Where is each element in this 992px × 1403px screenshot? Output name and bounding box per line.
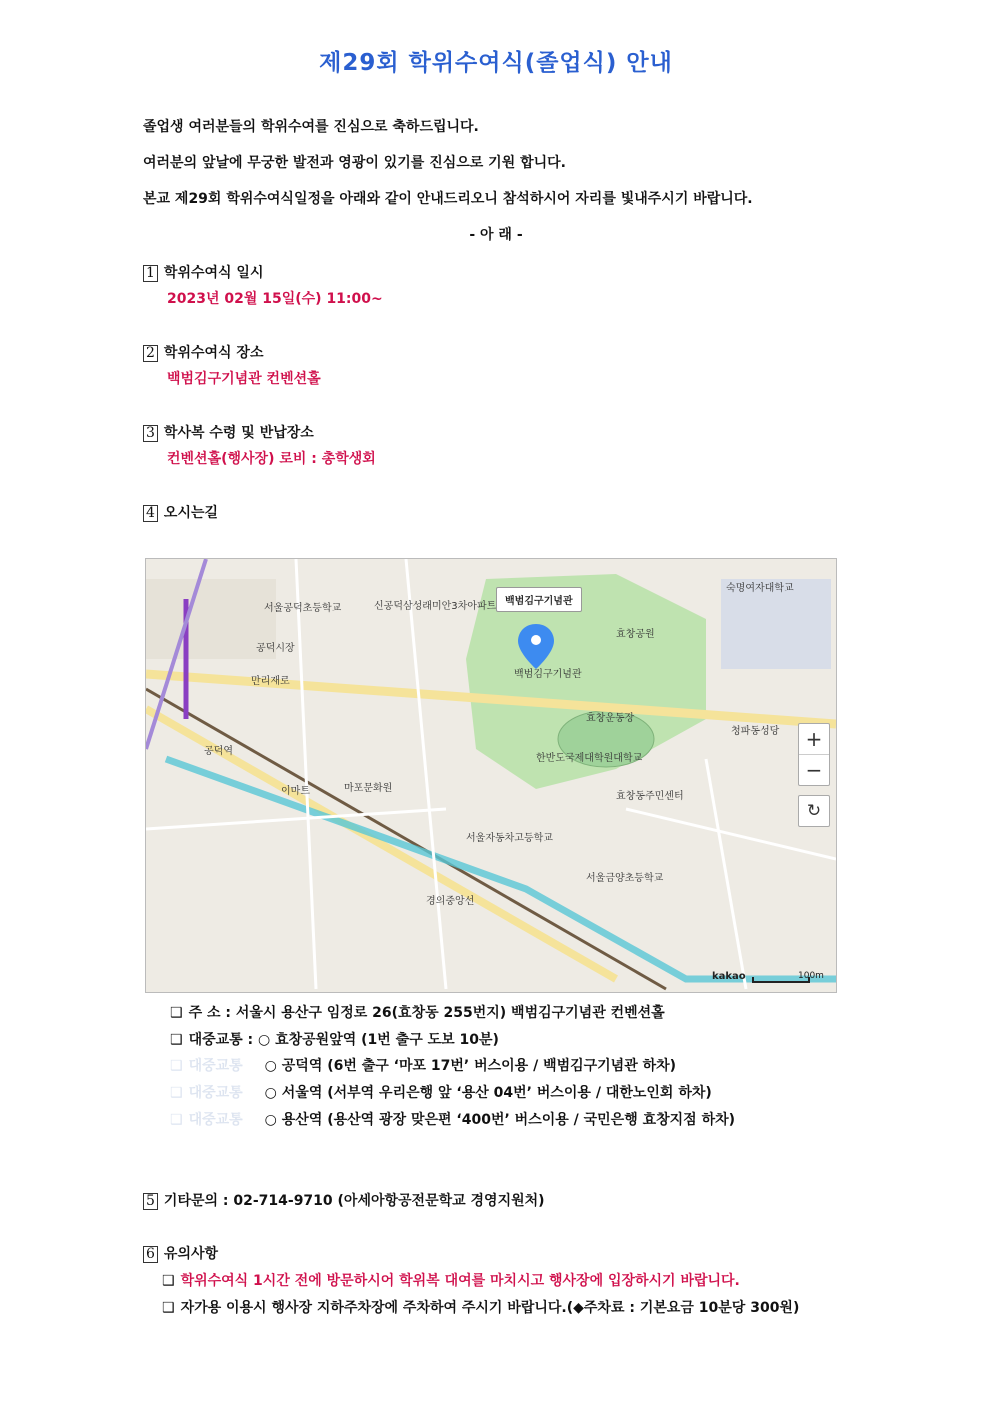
- section-title: 학위수여식 일시: [163, 265, 264, 281]
- section-6-heading: [143, 1243, 218, 1263]
- circle-bullet-icon: ○: [264, 1058, 277, 1074]
- gown-location: 컨벤션홀(행사장) 로비 : 총학생회: [167, 451, 376, 467]
- page-title: 제29회 학위수여식(졸업식) 안내: [319, 50, 673, 76]
- transit-label-faint: 대중교통: [188, 1058, 243, 1074]
- section-title: 유의사항: [163, 1246, 219, 1262]
- section-number: 1: [143, 265, 158, 282]
- transit-line-3: [170, 1082, 712, 1102]
- checkbox-icon: ❑: [170, 1032, 183, 1048]
- map-canvas: [146, 559, 836, 992]
- map-label: 마포문화원: [344, 783, 393, 794]
- checkbox-icon: ❑: [170, 1005, 183, 1021]
- map-label: 청파동성당: [731, 726, 780, 737]
- street: [406, 559, 446, 989]
- transit-route: 용산역 (용산역 광장 맞은편 ‘400번’ 버스이용 / 국민은행 효창지점 하차): [281, 1112, 736, 1128]
- map-attribution: kakao: [712, 971, 746, 982]
- section-5-heading: [143, 1190, 545, 1210]
- contact-info: 기타문의 : 02-714-9710 (아세아항공전문학교 경영지원처): [163, 1193, 545, 1209]
- transit-route: 효창공원앞역 (1번 출구 도보 10분): [275, 1032, 499, 1048]
- ceremony-datetime: 2023년 02월 15일(수) 11:00~: [167, 291, 383, 307]
- map-label: 공덕시장: [256, 643, 295, 654]
- section-4-heading: [143, 502, 218, 522]
- section-number: 2: [143, 345, 158, 362]
- map-label: 서울자동차고등학교: [466, 833, 553, 844]
- transit-label-faint: 대중교통: [188, 1085, 243, 1101]
- notice-item-2: [162, 1297, 799, 1317]
- map-label: 서울공덕초등학교: [264, 603, 342, 614]
- street: [296, 559, 316, 989]
- map-label: 백범김구기념관: [514, 669, 582, 680]
- transit-line-1: [170, 1029, 499, 1049]
- address-label: 주 소 :: [188, 1005, 231, 1021]
- circle-bullet-icon: ○: [264, 1112, 277, 1128]
- street: [706, 759, 746, 989]
- section-2-heading: [143, 342, 263, 362]
- map-label: 이마트: [281, 786, 310, 797]
- section-number: 5: [143, 1193, 158, 1210]
- transit-label: 대중교통 :: [188, 1032, 254, 1048]
- section-number: 3: [143, 425, 158, 442]
- checkbox-icon: ❑: [170, 1112, 183, 1128]
- zoom-in-button[interactable]: +: [805, 727, 823, 751]
- notice-text: 자가용 이용시 행사장 지하주차장에 주차하여 주시기 바랍니다.(◆주차료 : 기본요금 10분당 300원): [180, 1300, 800, 1316]
- map-label: 효창동주민센터: [616, 791, 684, 802]
- map-label: 효창공원: [616, 629, 655, 640]
- map-label: 경의중앙선: [426, 896, 475, 907]
- below-marker: - 아 래 -: [469, 227, 523, 243]
- transit-label-faint: 대중교통: [188, 1112, 243, 1128]
- map-label: 신공덕삼성래미안3차아파트: [374, 601, 497, 612]
- circle-bullet-icon: ○: [258, 1032, 271, 1048]
- address-line: [170, 1002, 665, 1022]
- transit-route: 서울역 (서부역 우리은행 앞 ‘용산 04번’ 버스이용 / 대한노인회 하차): [281, 1085, 712, 1101]
- notice-item-1: [162, 1270, 740, 1290]
- intro-line-1: 졸업생 여러분들의 학위수여를 진심으로 축하드립니다.: [143, 119, 479, 135]
- location-map[interactable]: [145, 558, 837, 993]
- street: [146, 809, 446, 829]
- notice-text: 학위수여식 1시간 전에 방문하시어 학위복 대여를 마치시고 행사장에 입장하시기 바랍니다.: [180, 1273, 740, 1289]
- ceremony-venue: 백범김구기념관 컨벤션홀: [167, 371, 321, 387]
- circle-bullet-icon: ○: [264, 1085, 277, 1101]
- section-3-heading: [143, 422, 314, 442]
- map-scale-label: 100m: [798, 971, 824, 981]
- section-1-heading: [143, 262, 263, 282]
- korail-line: [166, 759, 836, 979]
- checkbox-icon: ❑: [170, 1085, 183, 1101]
- transit-route: 공덕역 (6번 출구 ‘마포 17번’ 버스이용 / 백범김구기념관 하차): [281, 1058, 677, 1074]
- checkbox-icon: ❑: [162, 1300, 175, 1316]
- map-reset-button[interactable]: ↻: [798, 795, 830, 827]
- zoom-out-button[interactable]: −: [805, 758, 823, 782]
- section-number: 4: [143, 505, 158, 522]
- checkbox-icon: ❑: [162, 1273, 175, 1289]
- section-title: 학위수여식 장소: [163, 345, 264, 361]
- intro-line-3: 본교 제29회 학위수여식일정을 아래와 같이 안내드리오니 참석하시어 자리를 빛내주시기 바랍니다.: [143, 191, 753, 207]
- checkbox-icon: ❑: [170, 1058, 183, 1074]
- map-label: 공덕역: [204, 746, 233, 757]
- section-number: 6: [143, 1246, 158, 1263]
- map-callout[interactable]: 백범김구기념관: [496, 587, 582, 612]
- map-label: 효창운동장: [586, 713, 635, 724]
- map-label: 숙명여자대학교: [726, 583, 794, 594]
- map-label: 한반도국제대학원대학교: [536, 753, 643, 764]
- map-label: 만리재로: [251, 676, 290, 687]
- intro-line-2: 여러분의 앞날에 무궁한 발전과 영광이 있기를 진심으로 기원 합니다.: [143, 155, 566, 171]
- map-label: 서울금양초등학교: [586, 873, 664, 884]
- address-value: 서울시 용산구 임정로 26(효창동 255번지) 백범김구기념관 컨벤션홀: [235, 1005, 665, 1021]
- section-title: 학사복 수령 및 반납장소: [163, 425, 314, 441]
- transit-line-4: [170, 1109, 735, 1129]
- section-title: 오시는길: [163, 505, 219, 521]
- transit-line-2: [170, 1055, 676, 1075]
- zoom-control: [798, 723, 830, 786]
